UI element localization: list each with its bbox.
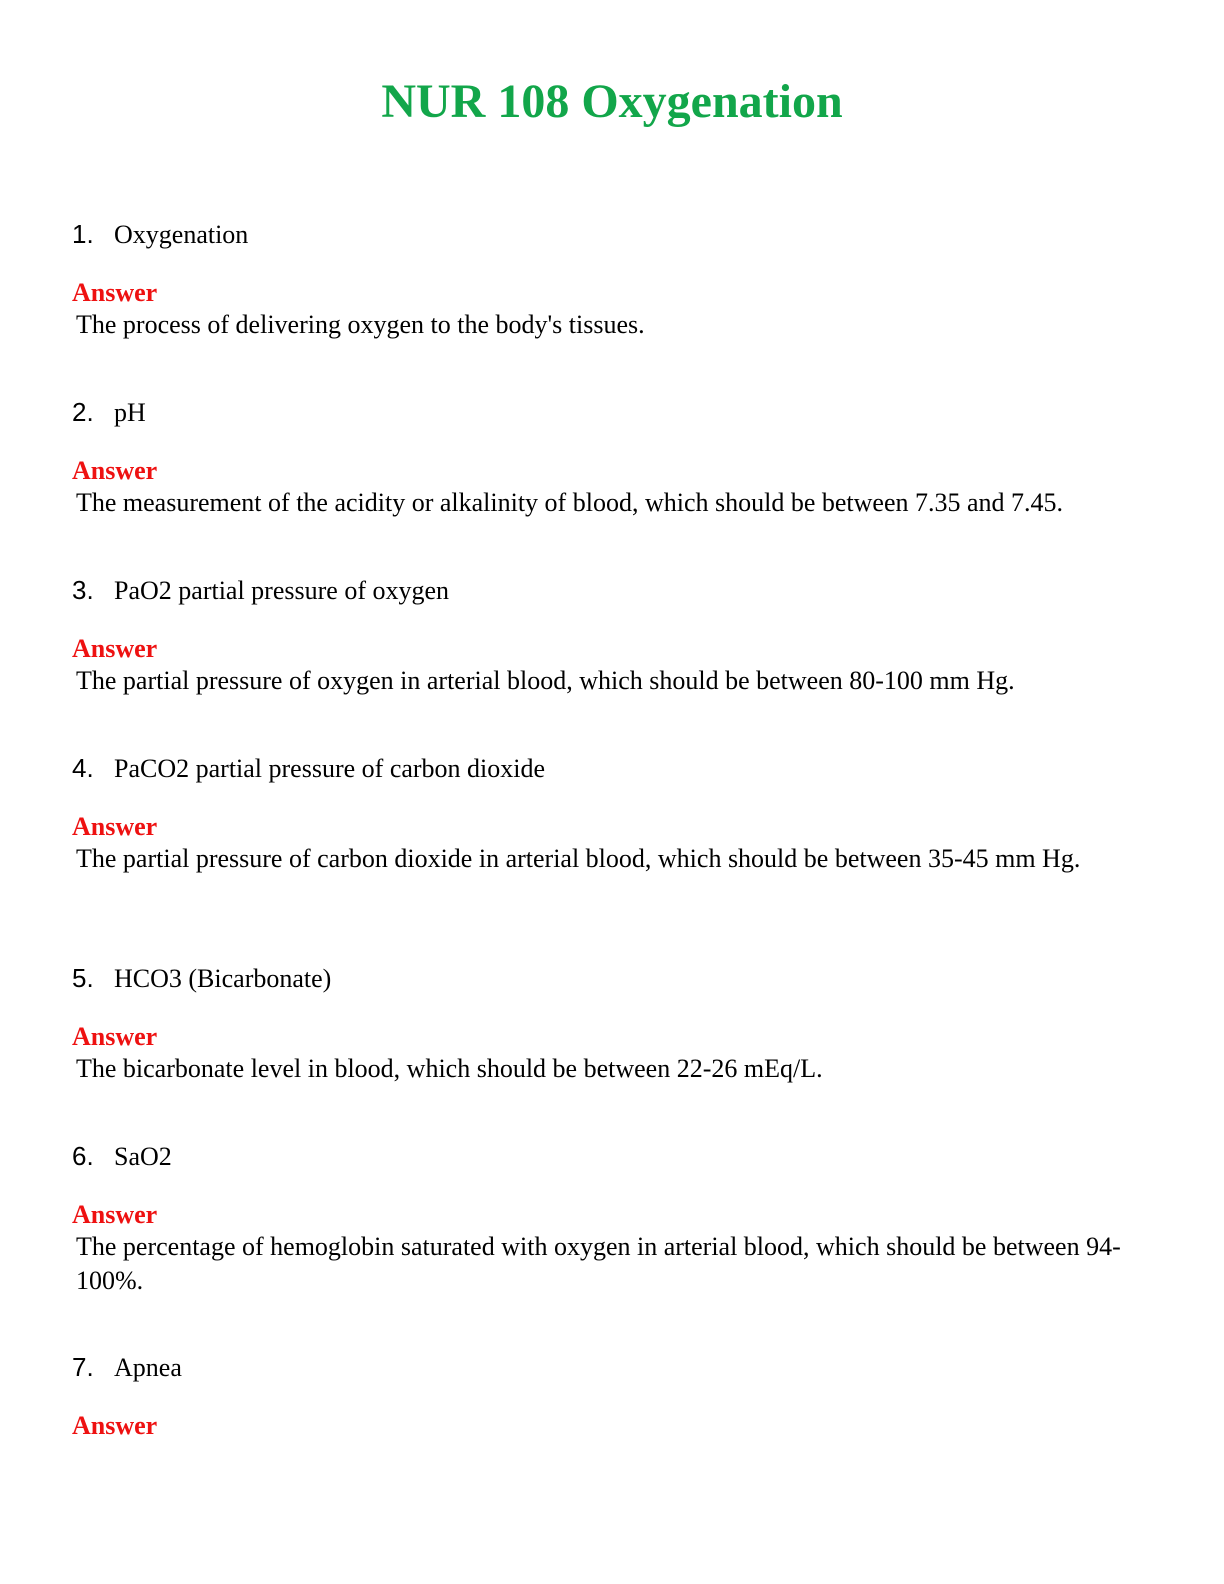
question-text: SaO2 — [114, 1142, 172, 1171]
qa-item-6 — [72, 1138, 1152, 1298]
question-number: 5. — [72, 963, 94, 993]
question — [72, 750, 1152, 786]
qa-item-2 — [72, 394, 1152, 520]
question-text: Oxygenation — [114, 220, 249, 249]
question-number: 6. — [72, 1141, 94, 1171]
answer-text: The process of delivering oxygen to the body's tissues. — [76, 310, 645, 339]
answer-text: The bicarbonate level in blood, which should be between 22-26 mEq/L. — [76, 1054, 823, 1083]
answer-label: Answer — [72, 634, 158, 663]
question-number: 7. — [72, 1352, 94, 1382]
question-number: 4. — [72, 753, 94, 783]
question-number: 3. — [72, 575, 94, 605]
question — [72, 572, 1152, 608]
answer-text: The percentage of hemoglobin saturated with oxygen in arterial blood, which should be between 94-100%. — [76, 1232, 1121, 1295]
answer-label: Answer — [72, 456, 158, 485]
answer-label: Answer — [72, 1411, 158, 1440]
answer-text: The partial pressure of oxygen in arterial blood, which should be between 80-100 mm Hg. — [76, 666, 1015, 695]
answer-label: Answer — [72, 1022, 158, 1051]
question — [72, 216, 1152, 252]
question-number: 1. — [72, 219, 94, 249]
question-text: pH — [114, 398, 146, 427]
answer-text: The partial pressure of carbon dioxide in arterial blood, which should be between 35-45 mm Hg. — [76, 844, 1081, 873]
answer-label: Answer — [72, 812, 158, 841]
qa-item-7 — [72, 1349, 1152, 1441]
question — [72, 1349, 1152, 1385]
question-number: 2. — [72, 397, 94, 427]
question-text: Apnea — [114, 1353, 182, 1382]
question — [72, 960, 1152, 996]
question-text: HCO3 (Bicarbonate) — [114, 964, 332, 993]
page-title: NUR 108 Oxygenation — [381, 75, 843, 128]
qa-item-4 — [72, 750, 1152, 876]
answer-text: The measurement of the acidity or alkalinity of blood, which should be between 7.35 and 7.45. — [76, 488, 1064, 517]
question — [72, 1138, 1152, 1174]
question — [72, 394, 1152, 430]
answer-label: Answer — [72, 1200, 158, 1229]
answer-label: Answer — [72, 278, 158, 307]
qa-item-3 — [72, 572, 1152, 698]
question-text: PaO2 partial pressure of oxygen — [114, 576, 450, 605]
qa-item-5 — [72, 960, 1152, 1086]
qa-item-1 — [72, 216, 1152, 342]
question-text: PaCO2 partial pressure of carbon dioxide — [114, 754, 546, 783]
